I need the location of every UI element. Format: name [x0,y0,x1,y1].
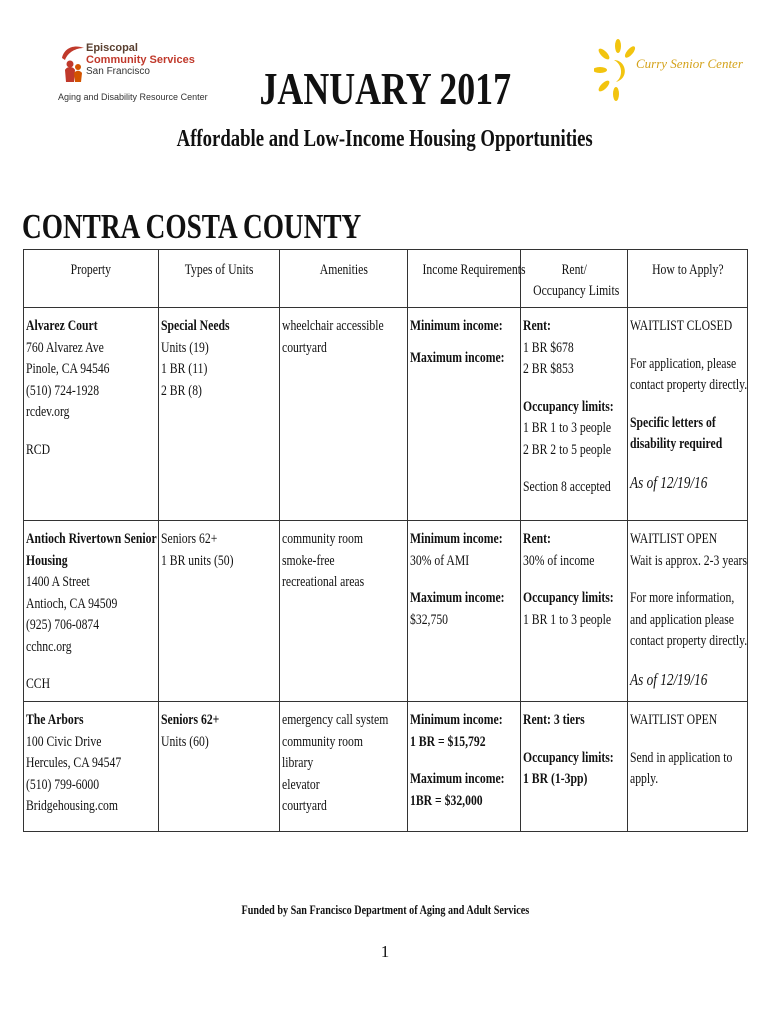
table-row [24,702,748,832]
ecs-name-line2: Community Services [86,54,195,66]
cell-apply: WAITLIST OPEN Send in application to apply. [628,702,748,832]
as-of-date: As of 12/19/16 [630,472,708,492]
funding-note: Funded by San Francisco Department of Aging and Adult Services [241,902,529,917]
cell-amenities: emergency call system community room library elevator courtyard [280,702,408,832]
ecs-name-line3: San Francisco [86,66,150,77]
curry-logo-text: Curry Senior Center [636,56,743,71]
cell-units: Seniors 62+ Units (60) [159,702,280,832]
table-row [24,308,748,521]
cell-property: Antioch Rivertown Senior Housing 1400 A Street Antioch, CA 94509 (925) 706-0874 cchnc.org CCH [24,521,159,702]
cell-property: The Arbors 100 Civic Drive Hercules, CA 94547 (510) 799-6000 Bridgehousing.com [24,702,159,832]
cell-rent: Rent: 1 BR $678 2 BR $853 Occupancy limits: 1 BR 1 to 3 people 2 BR 2 to 5 people Section 8 accepted [521,308,628,521]
col-header-income-requirements: Income Requirements [408,250,521,308]
cell-apply: WAITLIST CLOSED For application, please contact property directly. Specific letters of disability required As of 12/19/16 [628,308,748,521]
ecs-tagline: Aging and Disability Resource Center [58,92,208,102]
cell-units: Special Needs Units (19) 1 BR (11) 2 BR (8) [159,308,280,521]
col-header-amenities: Amenities [280,250,408,308]
cell-income: Minimum income: 1 BR = $15,792 Maximum income: 1BR = $32,000 [408,702,521,832]
cell-amenities: community room smoke-free recreational areas [280,521,408,702]
page-title: JANUARY 2017 [259,63,511,114]
cell-apply: WAITLIST OPEN Wait is approx. 2-3 years For more information, and application please contact property directly. As of 12/19/16 [628,521,748,702]
as-of-date: As of 12/19/16 [630,669,708,689]
col-header-how-to-apply: How to Apply? [628,250,748,308]
cell-income: Minimum income: 30% of AMI Maximum income: $32,750 [408,521,521,702]
col-header-rent-occupancy: Rent/ Occupancy Limits [521,250,628,308]
ecs-name-line1: Episcopal [86,42,138,54]
cell-rent: Rent: 3 tiers Occupancy limits: 1 BR (1-3pp) [521,702,628,832]
housing-table [23,249,748,832]
cell-units: Seniors 62+ 1 BR units (50) [159,521,280,702]
col-header-property: Property [24,250,159,308]
cell-income: Minimum income: Maximum income: [408,308,521,521]
cell-rent: Rent: 30% of income Occupancy limits: 1 BR 1 to 3 people [521,521,628,702]
county-heading: CONTRA COSTA COUNTY [22,207,362,246]
page-subtitle: Affordable and Low-Income Housing Opportunities [176,126,594,152]
cell-amenities: wheelchair accessible courtyard [280,308,408,521]
table-header-row [24,250,748,308]
page-number: 1 [380,942,390,961]
col-header-types-of-units: Types of Units [159,250,280,308]
cell-property: Alvarez Court 760 Alvarez Ave Pinole, CA 94546 (510) 724-1928 rcdev.org RCD [24,308,159,521]
table-row [24,521,748,702]
